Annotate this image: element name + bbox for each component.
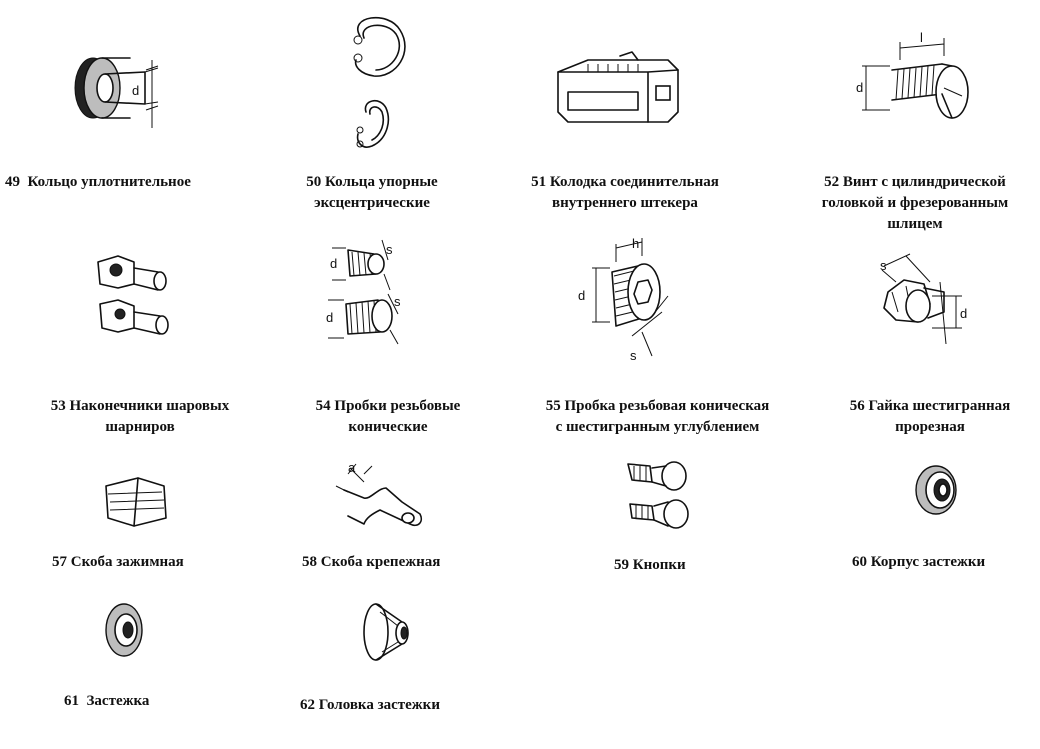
caption-59: 59 Кнопки — [614, 557, 686, 573]
dim-s-label: s — [880, 258, 887, 273]
caption-60: 60 Корпус застежки — [852, 554, 986, 570]
caption-52: 52 Винт с цилиндрической головкой и фрезерованным шлицем — [821, 174, 1009, 232]
clamp-bracket-icon — [98, 468, 178, 538]
caption-55: 55 Пробка резьбовая коническая с шестигранным углублением — [545, 398, 770, 435]
dim-s-label: s — [630, 348, 637, 363]
dim-l-label: l — [920, 30, 923, 45]
fastener-housing-icon — [908, 460, 968, 520]
tapered-plugs-icon — [318, 230, 408, 350]
dim-s-label: s — [394, 294, 401, 309]
caption-58: 58 Скоба крепежная — [302, 554, 441, 570]
hex-socket-plug-icon — [572, 236, 682, 376]
dim-a-label: a — [348, 460, 356, 475]
caption-62: 62 Головка застежки — [300, 697, 440, 713]
caption-51: 51 Колодка соединительная внутреннего штекера — [531, 174, 719, 211]
dim-d-label: d — [960, 306, 968, 321]
connector-block-icon — [548, 52, 688, 132]
dim-d-label: d — [132, 83, 140, 98]
push-buttons-icon — [622, 454, 702, 534]
ball-joint-ends-icon — [88, 248, 188, 348]
dim-h-label: h — [632, 236, 640, 251]
caption-50: 50 Кольца упорные эксцентрические — [306, 174, 438, 211]
dim-d-label: d — [330, 256, 338, 271]
fastener-icon — [100, 600, 150, 660]
dim-d-label: d — [856, 80, 864, 95]
fastener-head-icon — [356, 598, 416, 668]
dim-d-label: d — [326, 310, 334, 325]
slotted-screw-icon — [852, 30, 982, 130]
dim-d-label: d — [578, 288, 586, 303]
slotted-hex-nut-icon — [866, 252, 976, 362]
caption-57: 57 Скоба зажимная — [52, 554, 184, 570]
sealing-ring-icon — [60, 40, 170, 135]
caption-53: 53 Наконечники шаровых шарниров — [50, 398, 230, 435]
retaining-rings-icon — [338, 8, 418, 168]
caption-49: 49 Кольцо уплотнительное — [5, 174, 191, 190]
caption-56: 56 Гайка шестигранная прорезная — [849, 398, 1011, 435]
caption-61: 61 Застежка — [64, 693, 150, 709]
caption-54: 54 Пробки резьбовые конические — [315, 398, 461, 435]
fastening-bracket-icon — [328, 460, 428, 540]
dim-s-label: s — [386, 242, 393, 257]
